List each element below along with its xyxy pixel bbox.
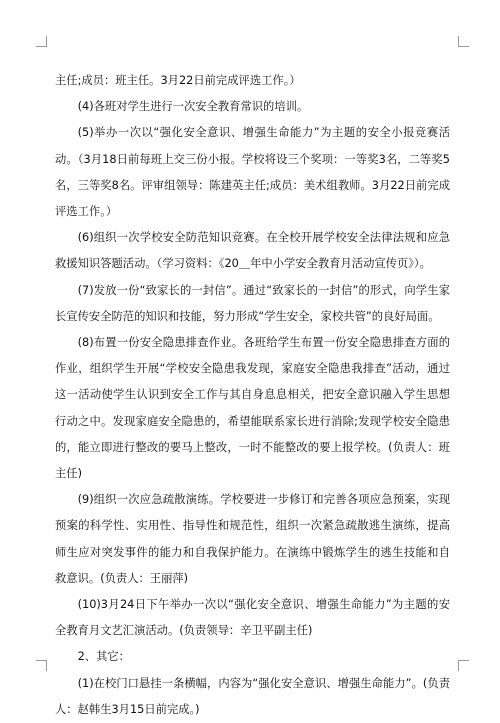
paragraph-item-10: (10)3月24日下午举办一次以“强化安全意识、增强生命能力”为主题的安全教育月文艺汇演活动。(负责领导：辛卫平副主任) bbox=[55, 598, 450, 638]
paragraph-item-5: (5)举办一次以“强化安全意识、增强生命能力”为主题的安全小报竞赛活动。（3月18日前每班上交三份小报。学校将设三个奖项：一等奖3名，二等奖5名，三等奖8名。评审组领导：陈建英主任;成员：美术组教师。3月22日前完成评选工作。） bbox=[55, 126, 450, 219]
paragraph-item-6: (6)组织一次学校安全防范知识竞赛。在全校开展学校安全法律法规和应急救援知识答题活动。（学习资料：《20＿年中小学安全教育月活动宣传页》）。 bbox=[55, 231, 450, 271]
section-heading-other: 2、其它： bbox=[77, 650, 130, 664]
paragraph-other-item-1: (1)在校门口悬挂一条横幅，内容为“强化安全意识、增强生命能力”。(负责人：赵韩生3月15日前完成。) bbox=[55, 676, 450, 716]
crop-mark-top-left bbox=[36, 36, 47, 47]
paragraph-item-9: (9)组织一次应急疏散演练。学校要进一步修订和完善各项应急预案，实现预案的科学性、实用性、指导性和规范性，组织一次紧急疏散逃生演练，提高师生应对突发事件的能力和自我保护能力。在演练中锻炼学生的逃生技能和自救意识。(负责人：王丽萍) bbox=[55, 493, 450, 585]
paragraph-item-7: (7)发放一份“致家长的一封信”。通过“致家长的一封信”的形式，向学生家长宣传安全防范的知识和技能，努力形成“学生安全，家校共管”的良好局面。 bbox=[55, 283, 450, 323]
crop-mark-bottom-left bbox=[36, 660, 47, 671]
crop-mark-top-right bbox=[458, 36, 469, 47]
document-body bbox=[55, 68, 450, 723]
paragraph-item-8: (8)布置一份安全隐患排查作业。各班给学生布置一份安全隐患排查方面的作业，组织学生开展“学校安全隐患我发现，家庭安全隐患我排查”活动，通过这一活动使学生认识到安全工作与其自身息息相关，把安全意识融入学生思想行动之中。发现家庭安全隐患的，希望能联系家长进行消除;发现学校安全隐患的，能立即进行整改的要马上整改，一时不能整改的要上报学校。(负责人：班主任) bbox=[55, 336, 450, 481]
crop-mark-bottom-right bbox=[458, 660, 469, 671]
paragraph-continuation: 主任;成员：班主任。3月22日前完成评选工作。） bbox=[55, 74, 301, 87]
paragraph-item-4: (4)各班对学生进行一次安全教育常识的培训。 bbox=[77, 100, 309, 114]
